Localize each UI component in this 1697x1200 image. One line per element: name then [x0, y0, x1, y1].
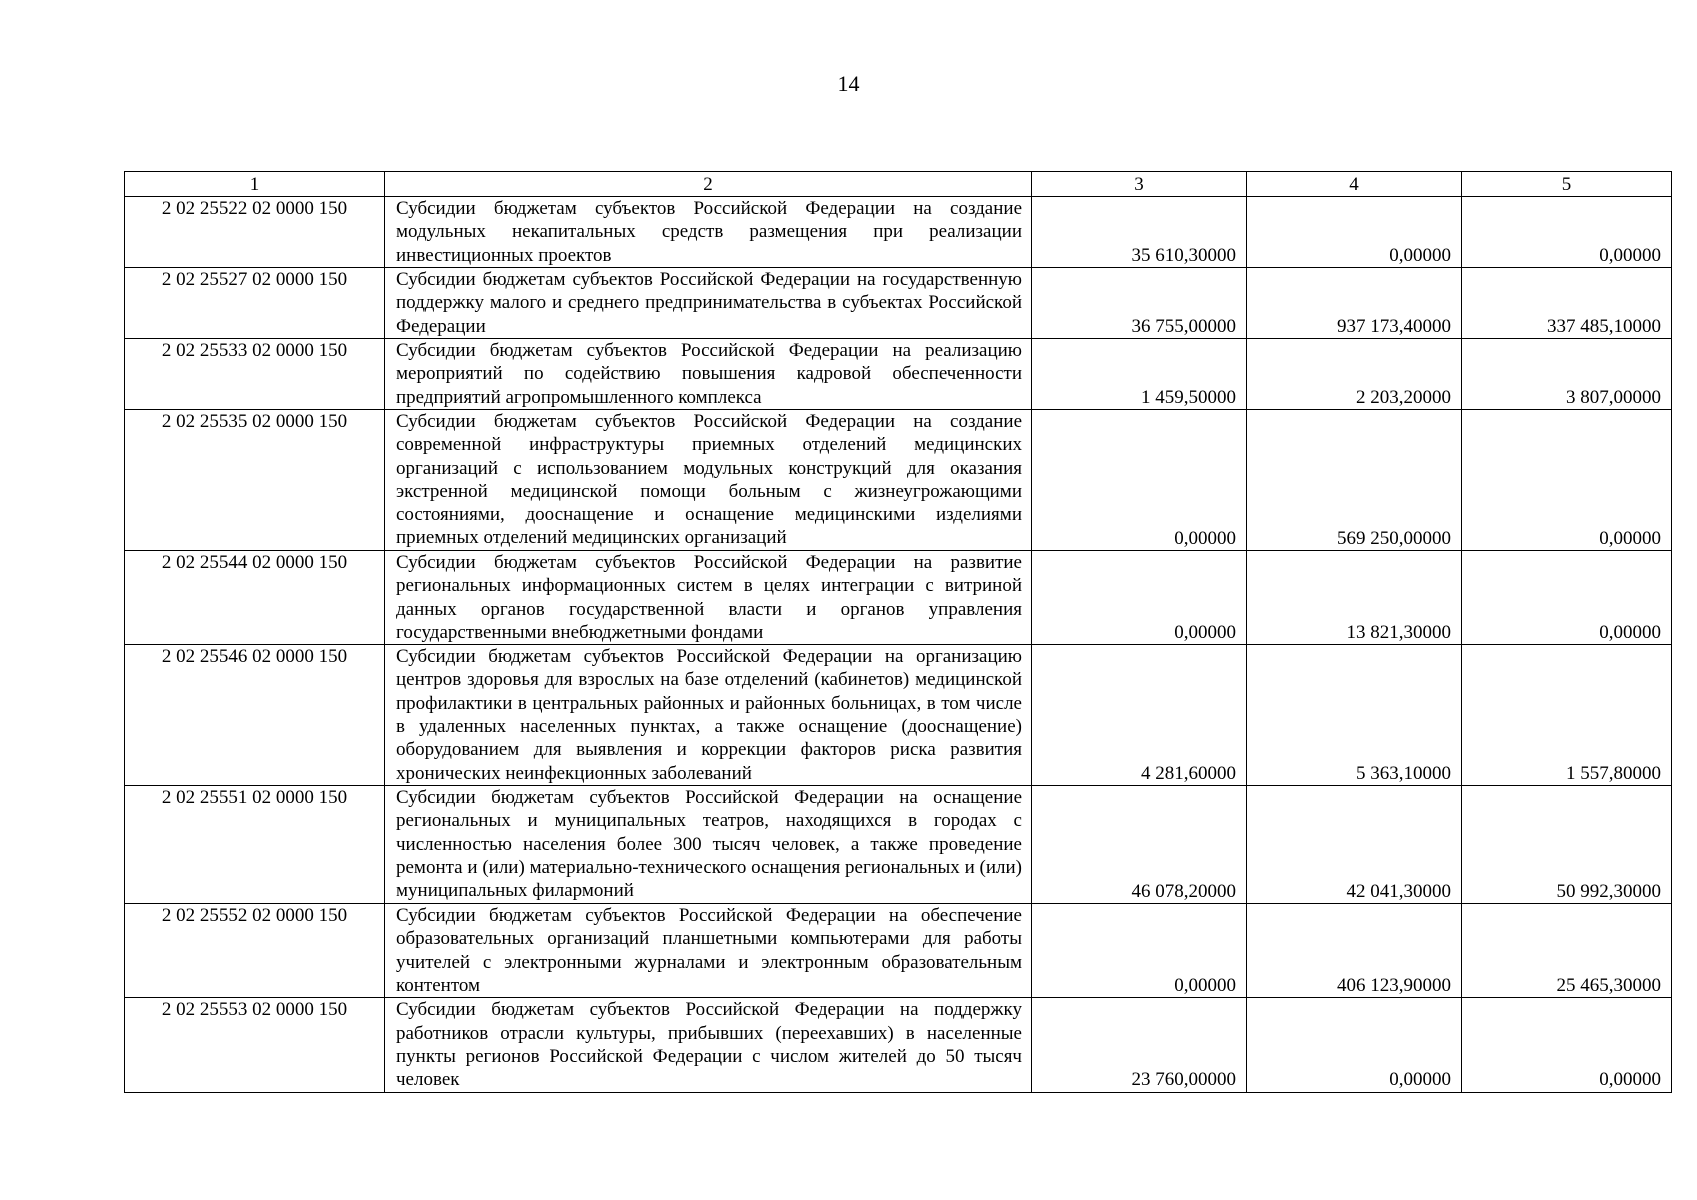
amount-col-3: 0,00000 [1032, 904, 1247, 998]
table-row [125, 197, 1672, 268]
amount-col-3: 46 078,20000 [1032, 786, 1247, 904]
budget-description: Субсидии бюджетам субъектов Российской Федерации на создание современной инфраструктуры приемных отделений медицинских организаций с использованием модульных конструкций для оказания экстренной медицинской помощи больным с жизнеугрожающими состояниями, дооснащение и оснащение медицинскими изделиями приемных отделений медицинских организаций [385, 410, 1032, 551]
amount-col-4: 937 173,40000 [1247, 268, 1462, 339]
budget-code: 2 02 25552 02 0000 150 [125, 904, 385, 998]
budget-description: Субсидии бюджетам субъектов Российской Федерации на оснащение региональных и муниципальных театров, находящихся в городах с численностью населения более 300 тысяч человек, а также проведение ремонта и (или) материально-технического оснащения региональных и (или) муниципальных филармоний [385, 786, 1032, 904]
amount-col-5: 337 485,10000 [1462, 268, 1672, 339]
header-col-4: 4 [1247, 172, 1462, 197]
header-col-5: 5 [1462, 172, 1672, 197]
table-row [125, 410, 1672, 551]
amount-col-3: 0,00000 [1032, 410, 1247, 551]
header-row [125, 172, 1672, 197]
budget-description: Субсидии бюджетам субъектов Российской Федерации на реализацию мероприятий по содействию повышения кадровой обеспеченности предприятий агропромышленного комплекса [385, 339, 1032, 410]
amount-col-3: 35 610,30000 [1032, 197, 1247, 268]
table-row [125, 268, 1672, 339]
amount-col-4: 569 250,00000 [1247, 410, 1462, 551]
amount-col-5: 0,00000 [1462, 998, 1672, 1092]
budget-description: Субсидии бюджетам субъектов Российской Федерации на поддержку работников отрасли культуры, прибывших (переехавших) в населенные пункты регионов Российской Федерации с числом жителей до 50 тысяч человек [385, 998, 1032, 1092]
amount-col-4: 5 363,10000 [1247, 645, 1462, 786]
amount-col-5: 1 557,80000 [1462, 645, 1672, 786]
budget-code: 2 02 25553 02 0000 150 [125, 998, 385, 1092]
amount-col-4: 42 041,30000 [1247, 786, 1462, 904]
page-number: 14 [837, 71, 860, 96]
header-col-2: 2 [385, 172, 1032, 197]
amount-col-5: 0,00000 [1462, 197, 1672, 268]
amount-col-5: 3 807,00000 [1462, 339, 1672, 410]
budget-description: Субсидии бюджетам субъектов Российской Федерации на обеспечение образовательных организаций планшетными компьютерами для работы учителей с электронными журналами и электронным образовательным контентом [385, 904, 1032, 998]
amount-col-5: 0,00000 [1462, 410, 1672, 551]
amount-col-3: 4 281,60000 [1032, 645, 1247, 786]
table-header [125, 172, 1672, 197]
amount-col-3: 1 459,50000 [1032, 339, 1247, 410]
header-col-3: 3 [1032, 172, 1247, 197]
budget-code: 2 02 25533 02 0000 150 [125, 339, 385, 410]
amount-col-3: 23 760,00000 [1032, 998, 1247, 1092]
amount-col-4: 2 203,20000 [1247, 339, 1462, 410]
budget-description: Субсидии бюджетам субъектов Российской Федерации на организацию центров здоровья для взрослых на базе отделений (кабинетов) медицинской профилактики в центральных районных и районных больницах, в том числе в удаленных населенных пунктах, а также оснащение (дооснащение) оборудованием для выявления и коррекции факторов риска развития хронических неинфекционных заболеваний [385, 645, 1032, 786]
amount-col-5: 25 465,30000 [1462, 904, 1672, 998]
table-row [125, 551, 1672, 645]
amount-col-4: 13 821,30000 [1247, 551, 1462, 645]
table-row [125, 645, 1672, 786]
budget-code: 2 02 25527 02 0000 150 [125, 268, 385, 339]
budget-description: Субсидии бюджетам субъектов Российской Федерации на государственную поддержку малого и среднего предпринимательства в субъектах Российской Федерации [385, 268, 1032, 339]
table-row [125, 786, 1672, 904]
budget-code: 2 02 25546 02 0000 150 [125, 645, 385, 786]
amount-col-5: 50 992,30000 [1462, 786, 1672, 904]
amount-col-3: 0,00000 [1032, 551, 1247, 645]
table-row [125, 339, 1672, 410]
budget-description: Субсидии бюджетам субъектов Российской Федерации на развитие региональных информационных систем в целях интеграции с витриной данных органов государственной власти и органов управления государственными внебюджетными фондами [385, 551, 1032, 645]
table-row [125, 904, 1672, 998]
amount-col-4: 406 123,90000 [1247, 904, 1462, 998]
budget-code: 2 02 25551 02 0000 150 [125, 786, 385, 904]
amount-col-4: 0,00000 [1247, 998, 1462, 1092]
budget-code: 2 02 25535 02 0000 150 [125, 410, 385, 551]
budget-table [124, 171, 1672, 1093]
amount-col-5: 0,00000 [1462, 551, 1672, 645]
header-col-1: 1 [125, 172, 385, 197]
amount-col-3: 36 755,00000 [1032, 268, 1247, 339]
budget-code: 2 02 25544 02 0000 150 [125, 551, 385, 645]
amount-col-4: 0,00000 [1247, 197, 1462, 268]
budget-description: Субсидии бюджетам субъектов Российской Федерации на создание модульных некапитальных средств размещения при реализации инвестиционных проектов [385, 197, 1032, 268]
budget-code: 2 02 25522 02 0000 150 [125, 197, 385, 268]
table-body [125, 197, 1672, 1093]
table-row [125, 998, 1672, 1092]
